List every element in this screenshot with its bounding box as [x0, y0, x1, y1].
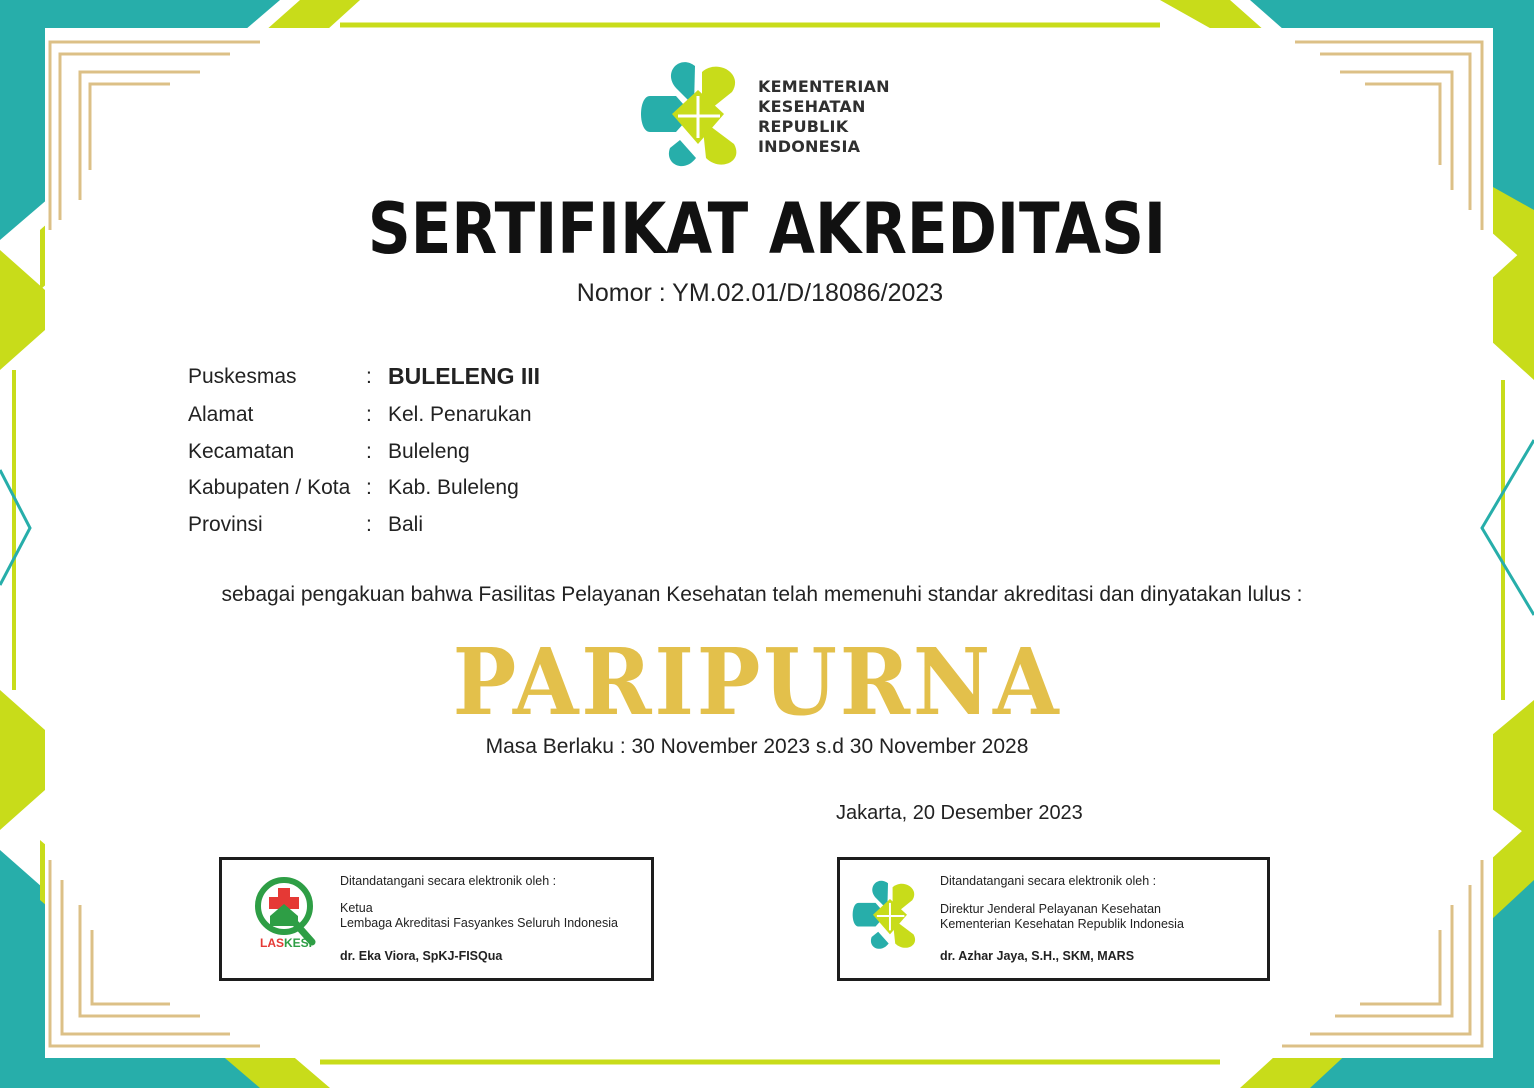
- signer-organization: Lembaga Akreditasi Fasyankes Seluruh Indonesia: [340, 916, 618, 930]
- detail-colon: :: [366, 513, 372, 536]
- lime-wedge-left-top: [0, 250, 45, 370]
- ministry-name: [758, 77, 890, 157]
- signature-box-laskesi: [219, 857, 654, 981]
- detail-label: Kabupaten / Kota: [188, 476, 351, 499]
- signed-by-label: Ditandatangani secara elektronik oleh :: [340, 874, 557, 888]
- detail-label: Kecamatan: [188, 440, 295, 463]
- detail-value-alamat: Kel. Penarukan: [388, 403, 532, 426]
- signed-by-label: Ditandatangani secara elektronik oleh :: [940, 874, 1157, 888]
- validity-period: Masa Berlaku : 30 November 2023 s.d 30 November 2028: [485, 735, 1029, 758]
- detail-colon: :: [366, 440, 372, 463]
- laskesi-logo-text-b: KESI: [284, 936, 313, 950]
- accreditation-statement: sebagai pengakuan bahwa Fasilitas Pelayanan Kesehatan telah memenuhi standar akreditasi dan dinyatakan lulus :: [221, 583, 1303, 606]
- laskesi-logo-text: [260, 936, 312, 950]
- detail-label: Alamat: [188, 403, 254, 426]
- ministry-line: KESEHATAN: [758, 97, 866, 116]
- detail-value-puskesmas: BULELENG III: [388, 363, 541, 389]
- detail-colon: :: [366, 365, 372, 388]
- ministry-line: INDONESIA: [758, 137, 861, 156]
- lime-wedge-left-bottom: [0, 690, 45, 830]
- certificate-number: Nomor : YM.02.01/D/18086/2023: [576, 279, 944, 307]
- detail-colon: :: [366, 476, 372, 499]
- accreditation-grade: PARIPURNA: [452, 628, 1062, 736]
- signer-name: dr. Eka Viora, SpKJ-FISQua: [340, 949, 503, 963]
- detail-value-provinsi: Bali: [388, 513, 424, 536]
- ministry-line: REPUBLIK: [758, 117, 849, 136]
- kemenkes-logo-icon: [852, 878, 924, 954]
- detail-label: Puskesmas: [188, 365, 297, 388]
- detail-value-kecamatan: Buleleng: [388, 440, 470, 463]
- signer-name: dr. Azhar Jaya, S.H., SKM, MARS: [940, 949, 1135, 963]
- signer-organization: Kementerian Kesehatan Republik Indonesia: [940, 917, 1184, 931]
- laskesi-logo-text-a: LAS: [260, 936, 284, 950]
- detail-label: Provinsi: [188, 513, 263, 536]
- signature-box-kemenkes: [837, 857, 1270, 981]
- detail-colon: :: [366, 403, 372, 426]
- detail-value-kabupaten: Kab. Buleleng: [388, 476, 519, 499]
- certificate-title: SERTIFIKAT AKREDITASI: [367, 188, 1167, 270]
- ministry-line: KEMENTERIAN: [758, 77, 890, 96]
- signer-role: Ketua: [340, 901, 373, 915]
- signer-role: Direktur Jenderal Pelayanan Kesehatan: [940, 902, 1161, 916]
- kemenkes-logo-icon: [640, 60, 750, 172]
- place-date: Jakarta, 20 Desember 2023: [836, 802, 1083, 824]
